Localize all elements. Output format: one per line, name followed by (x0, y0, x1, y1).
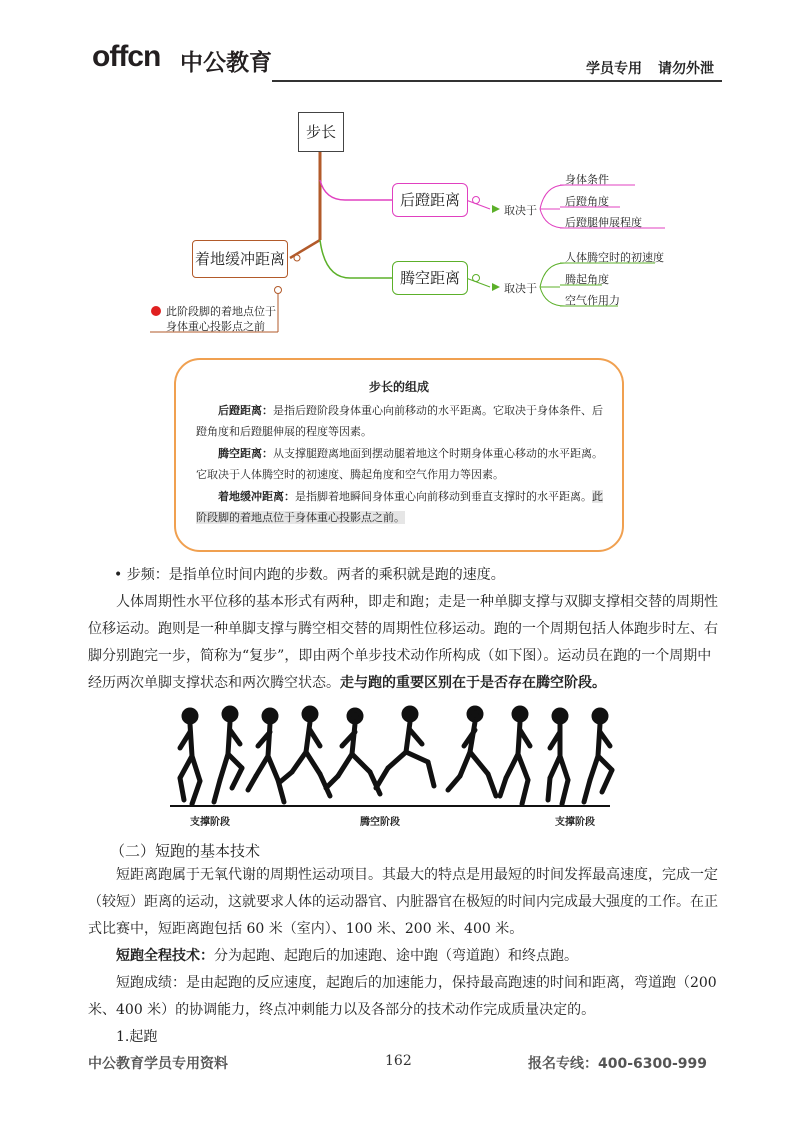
note-bullet-icon (151, 306, 161, 316)
node1-item-2: 后蹬角度 (565, 195, 609, 208)
left-note-line1: 此阶段脚的着地点位于 (166, 305, 276, 318)
para-gait-key-point: 走与跑的重要区别在于是否存在腾空阶段。 (340, 675, 606, 691)
runner-figure-4 (280, 708, 330, 796)
footer-hotline: 报名专线：400-6300-999 (528, 1056, 708, 1072)
bullet-stride-frequency: • 步频：是指单位时间内跑的步数。两者的乘积就是跑的速度。 (114, 567, 505, 583)
node2-depends-label: 取决于 (504, 282, 537, 295)
box-term-pushoff: 后蹬距离： (218, 404, 273, 417)
list-item-start: 1.起跑 (116, 1029, 158, 1045)
para-sprint-result: 短跑成绩：是由起跑的反应速度，起跑后的加速能力，保持最高跑速的时间和距离，弯道跑（200 米、400 米）的协调能力，终点冲刺能力以及各部分的技术动作完成质量决定的。 (88, 975, 717, 1018)
runner-figure-8 (500, 708, 530, 804)
fig-caption-flight: 腾空阶段 (360, 817, 400, 828)
box-para-landing: 着地缓冲距离：是指脚着地瞬间身体重心向前移动到垂直支撑时的水平距离。此阶段脚的着地点位于身体重心投影点之前。 (196, 490, 603, 524)
para-gait-cycle: 人体周期性水平位移的基本形式有两种，即走和跑；走是一种单脚支撑与双脚支撑相交替的周期性位移运动。跑则是一种单脚支撑与腾空相交替的周期性位移运动。跑的一个周期包括人体跑步时左、右脚分别跑完一步，简称为“复步”，即由两个单步技术动作所构成（如下图）。运动员在跑的一个周期中经历两次单脚支撑状态和两次腾空状态。走与跑的重要区别在于是否存在腾空阶段。 (88, 594, 718, 691)
mindmap-node-flight: 腾空距离 (392, 261, 468, 295)
left-note-line2: 身体重心投影点之前 (166, 320, 265, 333)
node1-item-3: 后蹬腿伸展程度 (565, 216, 642, 229)
section-title-sprint: （二）短跑的基本技术 (110, 842, 261, 860)
runner-figure-2 (214, 708, 242, 802)
box-para-pushoff: 后蹬距离：是指后蹬阶段身体重心向前移动的水平距离。它取决于身体条件、后蹬角度和后蹬腿伸展的程度等因素。 (196, 404, 603, 438)
box-highlight: 此阶段脚的着地点位于身体重心投影点之前。 (196, 490, 603, 524)
mindmap-root: 步长 (298, 112, 344, 152)
mindmap-node-pushoff: 后蹬距离 (392, 183, 468, 217)
fig-caption-support-2: 支撑阶段 (555, 817, 595, 828)
page-number: 162 (385, 1053, 412, 1069)
mindmap-branch-2 (320, 240, 392, 278)
brand-logo-cn: 中公教育 (180, 50, 272, 76)
runner-figure-10 (584, 710, 612, 802)
runner-figure-1 (180, 710, 200, 804)
box-term-landing: 着地缓冲距离： (218, 490, 295, 503)
header-tag-student: 学员专用 (586, 61, 642, 77)
runner-figure-5 (326, 710, 380, 794)
header-tag-confidential: 请勿外泄 (658, 61, 714, 77)
para-sprint-technique: 短跑全程技术：分为起跑、起跑后的加速跑、途中跑（弯道跑）和终点跑。 (116, 948, 578, 964)
mindmap-trunk-left (290, 240, 320, 258)
fig-caption-support-1: 支撑阶段 (190, 817, 230, 828)
runner-figure-9 (548, 710, 568, 804)
footer-left: 中公教育学员专用资料 (88, 1056, 228, 1072)
mindmap-connectors (0, 0, 800, 360)
branch2-arrow-icon (492, 283, 500, 291)
para-sprint-intro: 短距离跑属于无氧代谢的周期性运动项目。其最大的特点是用最短的时间发挥最高速度，完成一定（较短）距离的运动，这就要求人体的运动器官、内脏器官在极短的时间内完成最大强度的工作。在正式比赛中，短距离跑包括 60 米（室内）、100 米、200 米、400 米。 (88, 867, 718, 937)
runner-figure-6 (376, 708, 434, 788)
node2-item-3: 空气作用力 (565, 294, 620, 307)
box-para-flight: 腾空距离：从支撑腿蹬离地面到摆动腿着地这个时期身体重心移动的水平距离。它取决于人体腾空时的初速度、腾起角度和空气作用力等因素。 (196, 447, 603, 481)
box-title: 步长的组成 (368, 380, 429, 394)
branch1-arrow-icon (492, 205, 500, 213)
node2-item-1: 人体腾空时的初速度 (565, 251, 664, 264)
left-node-toggle-icon (275, 287, 282, 294)
box-term-flight: 腾空距离： (218, 447, 273, 460)
runner-figure-3 (248, 710, 284, 802)
mindmap-node-landing: 着地缓冲距离 (192, 240, 288, 278)
runner-figure-7 (448, 708, 496, 796)
para-technique-term: 短跑全程技术： (116, 948, 214, 964)
brand-logo-text: offcn (92, 40, 161, 73)
node2-item-2: 腾起角度 (565, 273, 609, 286)
node1-depends-label: 取决于 (504, 204, 537, 217)
node1-item-1: 身体条件 (565, 173, 609, 186)
mindmap-branch-1 (320, 180, 392, 200)
